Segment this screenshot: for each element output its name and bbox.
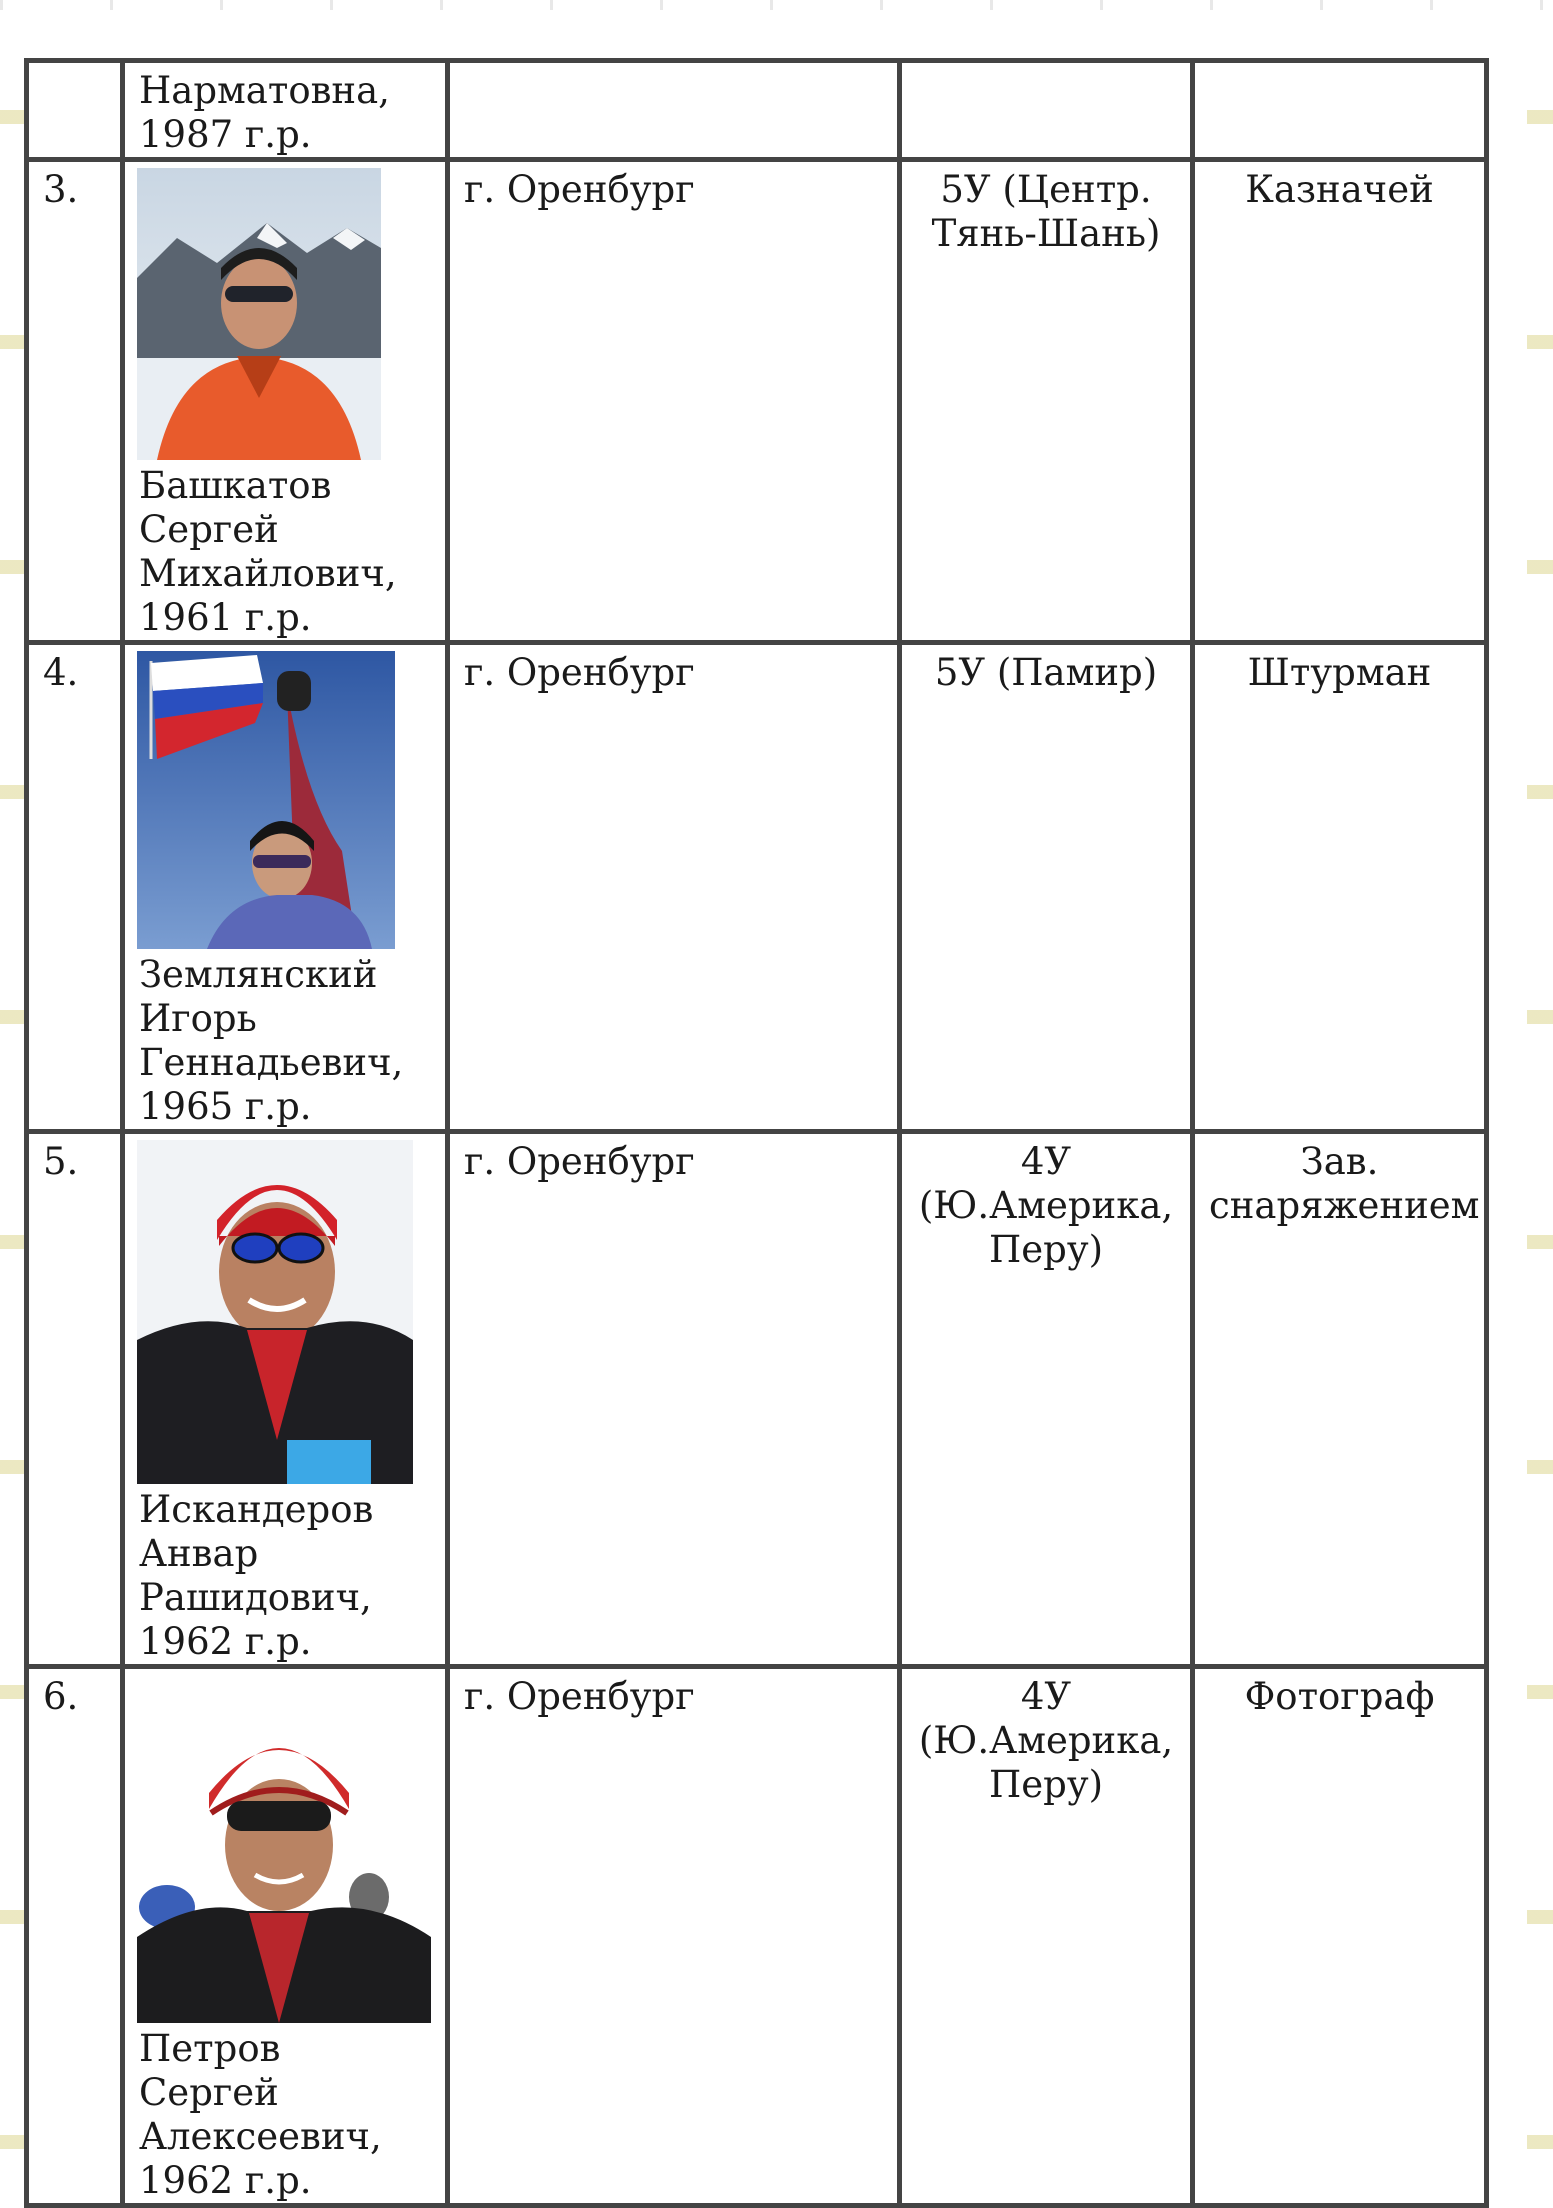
member-name-line: Геннадьевич, (139, 1041, 404, 1084)
city-cell (448, 61, 900, 160)
member-name-line: Нарматовна, (139, 69, 390, 112)
member-name-line: Искандеров (139, 1488, 374, 1531)
rank-line: (Ю.Америка, (918, 1184, 1174, 1227)
table-row (27, 61, 1487, 160)
rank-cell (900, 1667, 1193, 2206)
role-cell (1193, 1667, 1487, 2206)
table-row (27, 1132, 1487, 1667)
member-photo (137, 1140, 413, 1484)
member-name-line: Сергей (139, 508, 279, 551)
role-line: Казначей (1245, 168, 1434, 211)
member-birth-line: 1962 г.р. (139, 2159, 312, 2202)
rank-line: 5У (Памир) (934, 651, 1158, 694)
row-number: 5. (27, 1132, 123, 1667)
role-cell (1193, 643, 1487, 1132)
rank-cell (900, 643, 1193, 1132)
city-cell: г. Оренбург (448, 1132, 900, 1667)
table-row (27, 1667, 1487, 2206)
city-cell: г. Оренбург (448, 160, 900, 643)
member-cell (123, 1667, 448, 2206)
role-cell (1193, 61, 1487, 160)
role-line: Фотограф (1244, 1675, 1435, 1718)
city-cell: г. Оренбург (448, 643, 900, 1132)
member-birth-line: 1962 г.р. (139, 1620, 312, 1663)
page-margin-right (1527, 0, 1553, 2160)
rank-line: Перу) (988, 1763, 1104, 1806)
member-cell (123, 61, 448, 160)
row-number: 3. (27, 160, 123, 643)
rank-cell (900, 1132, 1193, 1667)
member-photo (137, 168, 381, 460)
rank-line: 4У (1020, 1675, 1072, 1718)
cropped-text-strip (0, 0, 1553, 10)
row-number: 4. (27, 643, 123, 1132)
rank-line: 4У (1020, 1140, 1072, 1183)
rank-line: Перу) (988, 1228, 1104, 1271)
member-name-line: Игорь (139, 997, 257, 1040)
member-name-line: Михайлович, (139, 552, 397, 595)
rank-line: Тянь-Шань) (931, 212, 1161, 255)
member-cell (123, 1132, 448, 1667)
member-name-line: Анвар (139, 1532, 259, 1575)
role-line: снаряжением (1209, 1184, 1480, 1227)
team-members-table (24, 58, 1489, 2208)
row-number (27, 61, 123, 160)
role-line: Зав. (1300, 1140, 1379, 1183)
member-name-line: Землянский (139, 953, 378, 996)
member-birth-line: 1987 г.р. (139, 113, 312, 156)
role-cell (1193, 160, 1487, 643)
member-photo (137, 651, 395, 949)
rank-cell (900, 160, 1193, 643)
member-name-line: Алексеевич, (139, 2115, 382, 2158)
table-row (27, 160, 1487, 643)
role-cell (1193, 1132, 1487, 1667)
city-cell: г. Оренбург (448, 1667, 900, 2206)
member-name-line: Рашидович, (139, 1576, 372, 1619)
rank-line: 5У (Центр. (940, 168, 1152, 211)
page-margin-left (0, 0, 26, 2160)
member-name-line: Сергей (139, 2071, 279, 2114)
table-row (27, 643, 1487, 1132)
member-cell (123, 643, 448, 1132)
member-photo (137, 1697, 431, 2023)
member-cell (123, 160, 448, 643)
role-line: Штурман (1247, 651, 1432, 694)
rank-line: (Ю.Америка, (918, 1719, 1174, 1762)
row-number: 6. (27, 1667, 123, 2206)
member-birth-line: 1961 г.р. (139, 596, 312, 639)
rank-cell (900, 61, 1193, 160)
member-birth-line: 1965 г.р. (139, 1085, 312, 1128)
member-name-line: Башкатов (139, 464, 332, 507)
member-name-line: Петров (139, 2027, 281, 2070)
